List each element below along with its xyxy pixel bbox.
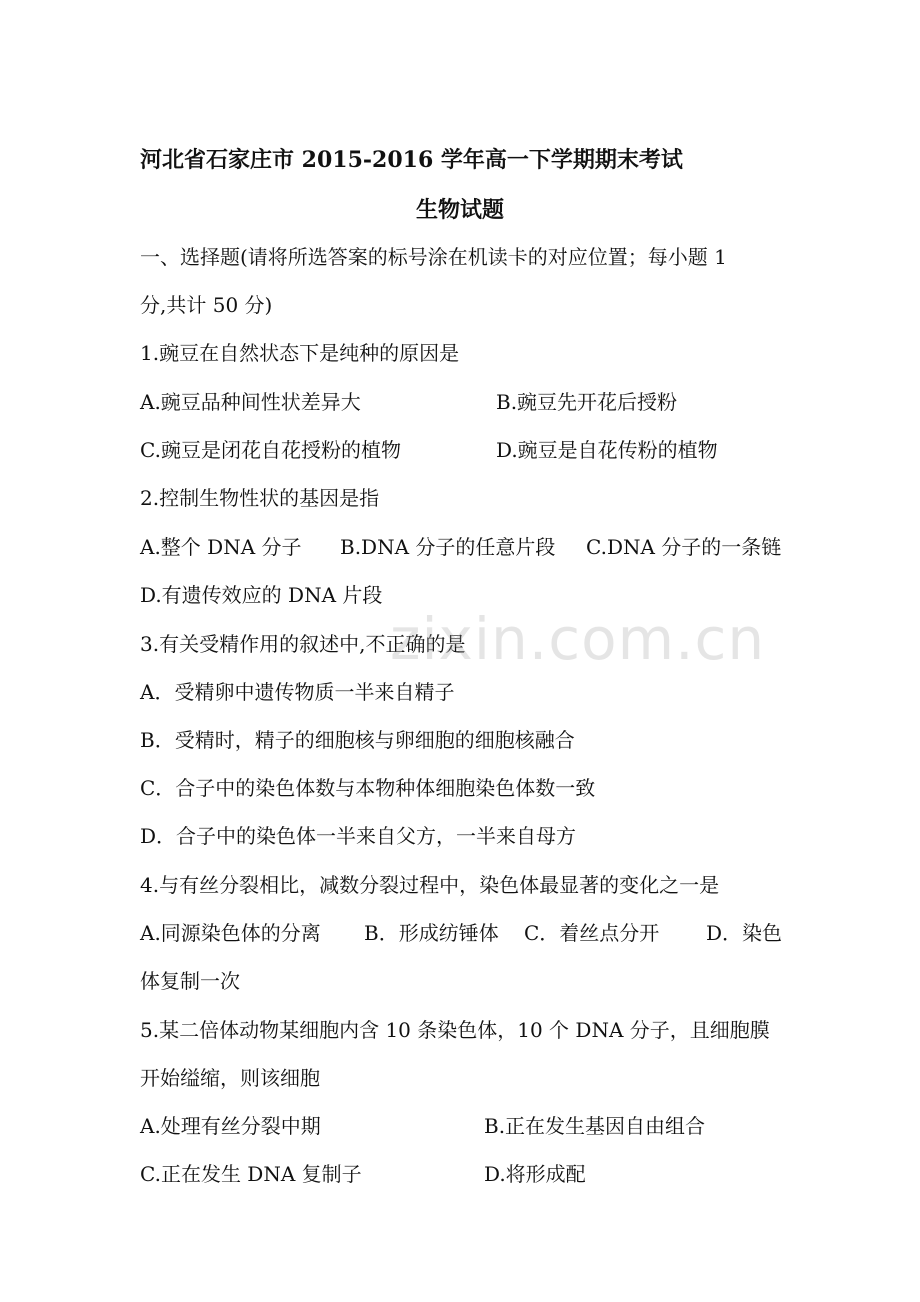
question-5-option-b: B.正在发生基因自由组合 xyxy=(484,1114,706,1138)
exam-title: 河北省石家庄市 2015-2016 学年高一下学期期末考试 xyxy=(140,147,683,173)
question-2-option-b: B.DNA 分子的任意片段 xyxy=(340,535,556,559)
question-3-option-d: D．合子中的染色体一半来自父方，一半来自母方 xyxy=(140,824,577,848)
watermark: zixin.com.cn xyxy=(390,605,766,673)
question-4-option-a: A.同源染色体的分离 xyxy=(140,921,321,945)
exam-subtitle: 生物试题 xyxy=(415,197,504,223)
section-instruction-line1: 一、选择题(请将所选答案的标号涂在机读卡的对应位置；每小题 1 xyxy=(140,245,727,269)
question-2-option-c: C.DNA 分子的一条链 xyxy=(586,535,782,559)
question-5-option-c: C.正在发生 DNA 复制子 xyxy=(140,1162,362,1186)
question-1-option-a: A.豌豆品种间性状差异大 xyxy=(140,390,361,414)
question-2-option-a: A.整个 DNA 分子 xyxy=(140,535,302,559)
question-4-stem: 4.与有丝分裂相比，减数分裂过程中，染色体最显著的变化之一是 xyxy=(140,873,720,897)
question-4-option-c: C．着丝点分开 xyxy=(524,921,660,945)
section-instruction-line2: 分,共计 50 分) xyxy=(140,293,273,317)
question-1-stem: 1.豌豆在自然状态下是纯种的原因是 xyxy=(140,341,460,365)
question-5-stem-line2: 开始缢缩，则该细胞 xyxy=(140,1066,320,1090)
question-4-option-b: B．形成纺锤体 xyxy=(364,921,499,945)
question-1-option-d: D.豌豆是自花传粉的植物 xyxy=(496,438,718,462)
question-1-option-c: C.豌豆是闭花自花授粉的植物 xyxy=(140,438,401,462)
question-3-option-b: B．受精时，精子的细胞核与卵细胞的细胞核融合 xyxy=(140,728,575,752)
question-3-option-c: C．合子中的染色体数与本物种体细胞染色体数一致 xyxy=(140,776,596,800)
question-4-option-d-continued: 体复制一次 xyxy=(140,969,240,993)
question-5-option-d: D.将形成配 xyxy=(484,1162,586,1186)
question-3-option-a: A．受精卵中遗传物质一半来自精子 xyxy=(140,680,455,704)
question-3-stem: 3.有关受精作用的叙述中,不正确的是 xyxy=(140,632,466,656)
question-5-stem-line1: 5.某二倍体动物某细胞内含 10 条染色体，10 个 DNA 分子，且细胞膜 xyxy=(140,1018,770,1042)
question-5-option-a: A.处理有丝分裂中期 xyxy=(140,1114,321,1138)
question-2-stem: 2.控制生物性状的基因是指 xyxy=(140,486,380,510)
question-2-option-d: D.有遗传效应的 DNA 片段 xyxy=(140,583,383,607)
question-4-option-d: D．染色 xyxy=(706,921,783,945)
question-1-option-b: B.豌豆先开花后授粉 xyxy=(496,390,678,414)
